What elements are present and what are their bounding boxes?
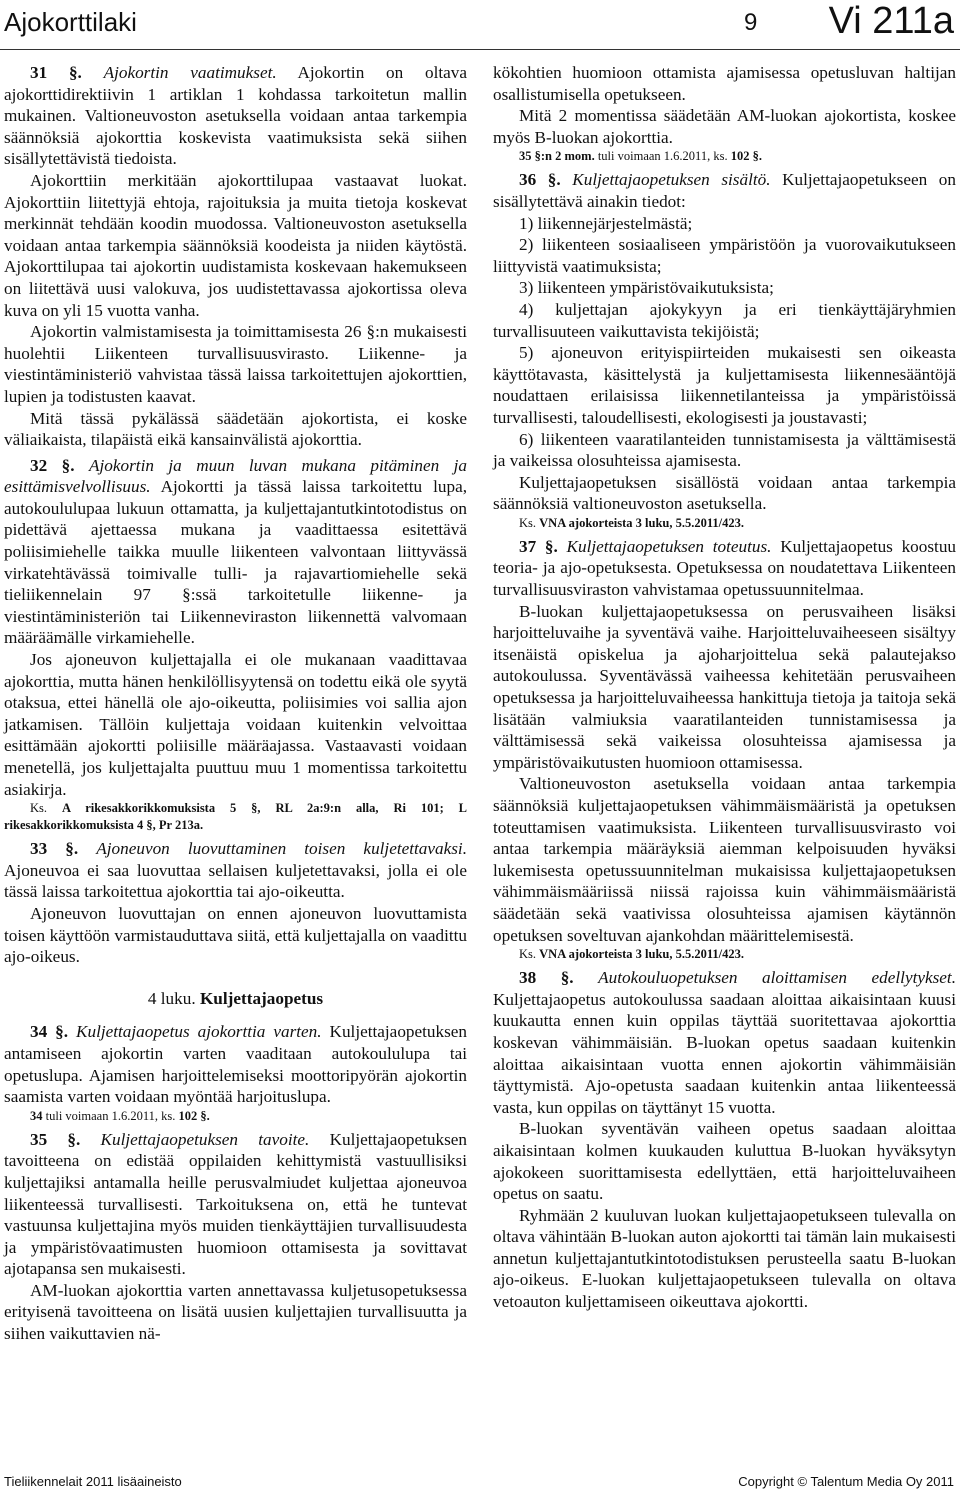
reference-note: [493, 946, 956, 963]
reference-note: [493, 515, 956, 532]
reference-link: 102 §.: [178, 1108, 210, 1123]
section-title: Kuljettajaopetuksen sisältö.: [572, 170, 771, 190]
footer-copyright: Copyright © Talentum Media Oy 2011: [738, 1474, 954, 1489]
section-32-paragraph: [4, 455, 467, 649]
section-38-paragraph: [493, 967, 956, 1118]
section-number: 32 §.: [30, 455, 75, 475]
paragraph: Ajoneuvon luovuttajan on ennen ajoneuvon luovuttamista toisen käyttöön varmistauduttava siitä, että kuljettajalla on vaadittu ajo-oikeus.: [4, 903, 467, 967]
reference-text: tuli voimaan 1.6.2011, ks.: [45, 1108, 176, 1123]
section-33-paragraph: [4, 838, 467, 903]
header-rule: [0, 49, 960, 50]
chapter-title: Kuljettajaopetus: [199, 988, 324, 1008]
section-number: 37 §.: [519, 536, 558, 556]
section-36-paragraph: [493, 169, 956, 212]
reference-note: [4, 1108, 467, 1125]
section-title: Kuljettajaopetuksen toteutus.: [566, 536, 772, 556]
paragraph: Valtioneuvoston asetuksella voidaan antaa tarkempia säännöksiä kuljettajaopetuksen vähimmäismääristä ja opetuksen toteuttamisen vaatimuksista. Liikenteen turvallisuusvirasto voi antaa tarkempia määräyksiä aiemman kelpoisuuden hyväksi lukemisesta opetussuunnitelman mukaisissa kuljettajaopetuksen vähimmäismääriissä niissä rajoissa kuin vähimmäismääristä säädetään sekä vaativissa olosuhteissa ajamisen käytännön opetuksen soveltuvan ajankohdan määrittelemisestä.: [493, 774, 956, 945]
footer-publication: Tieliikennelait 2011 lisäaineisto: [4, 1474, 182, 1489]
header-page-number: 9: [744, 9, 758, 36]
paragraph: Mitä 2 momentissa säädetään AM-luokan ajokortista, koskee myös B-luokan ajokorttia.: [493, 106, 956, 147]
reference-text: tuli voimaan 1.6.2011, ks.: [597, 149, 728, 164]
paragraph-text: Kuljettajaopetuksen tavoitteena on edistää oppilaiden kehittymistä vastuullisiksi kuljettajiksi antamalla heille perusvalmiudet kuljettaa ajoneuvoa liikenteessä turvallisesti. Tarkoituksena on, että he tuntevat vastuunsa kuljettajina myös muiden tienkäyttäjien turvallisuudesta ja ympäristövaatimusten huomioon ottamisesta ja sovittavat ajotapansa sen mukaisesti.: [4, 1129, 468, 1279]
section-title: Ajoneuvon luovuttaminen toisen kuljetettavaksi.: [96, 839, 467, 859]
reference-link: 102 §.: [730, 149, 762, 164]
paragraph-continued: kökohtien huomioon ottamista ajamisessa opetusluvan haltijan osallistumisella opetukseen.: [493, 63, 956, 104]
paragraph: Ryhmään 2 kuuluvan luokan kuljettajaopetukseen tulevalla on oltava vähintään B-luokan auton ajokortti tai tämän lain mukaisesti annetun kuljettajantutkintotodistuksen perusteella saatu B-luokan ajo-oikeus. E-luokan kuljettajaopetukseen tulevalla on oltava vetoauton kuljettamiseen oikeuttava ajokortti.: [493, 1205, 956, 1312]
paragraph-text: Ajoneuvoa ei saa luovuttaa sellaisen kuljetettavaksi, jolla ei ole tässä laissa tarkoitettua ajokorttia tai ajo-oikeutta.: [4, 860, 467, 902]
reference-text: VNA ajokorteista 3 luku, 5.5.2011/423.: [539, 515, 745, 530]
paragraph-text: Kuljettajaopetus autokoulussa saadaan aloittaa aikaisintaan kuusi kuukautta ennen kuin oppilas täyttää suoritettavaa ajokorttia koskevan vähimmäisiän. B-luokan opetus saadaan kuitenkin aloittaa aikaisintaan vuotta ennen ajokortin vähimmäisiän täyttymistä. Ajo-opetusta saadaan kuitenkin antaa liikenteessä vasta, kun oppilas on täyttänyt 15 vuotta.: [493, 989, 956, 1117]
reference-moment: §:n 2 mom.: [534, 149, 595, 164]
section-title: Autokouluopetuksen aloittamisen edellytykset.: [598, 968, 956, 988]
paragraph: Kuljettajaopetuksen sisällöstä voidaan antaa tarkempia säännöksiä valtioneuvoston asetuksella.: [493, 472, 956, 514]
paragraph-text: Ajokortti ja tässä laissa tarkoitettu lupa, autokoululupaa lukuun ottamatta, ja kuljettajantutkintotodistus on pidettävä ajettaessa mukana ja vaadittaessa esitettävä poliisimiehelle taikka muulle liikenteen valvontaan liittyvässä virkatehtävässä toimivalle tulli- ja rajavartiomiehelle sekä tieliikennelain 97 §:ssä tarkoitetulle liikenne- ja viestintäministeriön tai Liikenneviraston liikennettä valvomaan määräämälle virkamiehelle.: [4, 477, 467, 648]
section-number: 36 §.: [519, 170, 561, 190]
header-title: Ajokorttilaki: [4, 7, 137, 37]
section-number: 33 §.: [30, 839, 79, 859]
section-35-paragraph: [4, 1129, 467, 1280]
chapter-number: 4 luku.: [147, 988, 196, 1008]
section-number: 35 §.: [30, 1129, 81, 1149]
left-column: [4, 62, 467, 1345]
list-item: 2) liikenteen sosiaaliseen ympäristöön ja vuorovaikutukseen liittyvistä vaatimuksista;: [493, 235, 956, 276]
reference-text: VNA ajokorteista 3 luku, 5.5.2011/423.: [539, 947, 745, 962]
reference-prefix: Ks.: [519, 515, 537, 530]
list-item: 6) liikenteen vaaratilanteiden tunnistamisesta ja välttämisestä ja vaikeissa olosuhteissa ajamisesta.: [493, 429, 956, 471]
list-item: 4) kuljettajan ajokykyyn ja eri tienkäyttäjäryhmien turvallisuuteen vaikuttavista tekijöistä;: [493, 299, 956, 341]
reference-note: [4, 800, 467, 834]
section-31-paragraph: [4, 62, 467, 170]
list-item: 1) liikennejärjestelmästä;: [519, 213, 693, 233]
chapter-heading: [4, 988, 467, 1010]
reference-prefix: Ks.: [519, 947, 537, 962]
section-title: Ajokortin ja muun luvan mukana pitäminen ja esittämisvelvollisuus.: [4, 455, 468, 497]
section-37-paragraph: [493, 536, 956, 601]
paragraph: Ajokorttiin merkitään ajokorttilupaa vastaavat luokat. Ajokorttiin liitettyjä ehtoja, rajoituksia ja muita tietoja koskevat merkinnät tehdään koodin muodossa. Valtioneuvoston asetuksella voidaan antaa tarkempia säännöksiä koodeista ja niiden käytöstä. Ajokorttilupaa tai ajokortin uudistamista koskevaan hakemukseen on liitettävä uusi valokuva, jos uudistettavassa ajokortissa oleva kuva on yli 15 vuotta vanha.: [4, 170, 467, 320]
section-title: Ajokortin vaatimukset.: [103, 63, 277, 82]
reference-section: 35: [519, 149, 532, 164]
header-code: Vi 211a: [828, 0, 954, 42]
reference-text: A rikesakkorikkomuksista 5 §, RL 2a:9:n alla, Ri 101; L rikesakkorikkomuksista 4 §, Pr 213a.: [4, 801, 468, 833]
reference-prefix: Ks.: [30, 801, 48, 816]
section-number: 34 §.: [30, 1022, 69, 1042]
paragraph: B-luokan kuljettajaopetuksessa on perusvaiheen lisäksi harjoitteluvaihe ja syventävä vaihe. Harjoitteluvaiheeseen sisältyy itsenäistä opiskelua ja ajoharjoittelua sekä palautejakso autokoulussa. Syventävässä vaiheessa kehitetään perusvaiheen opetuksessa ja harjoitteluvaiheessa hankittuja tietoja ja taitoja sekä lisätään valmiuksia vaaratilanteiden tunnistamisessa ja välttämisessä sekä vaikeissa olosuhteissa ajamisessa ja ympäristövaikutusten huomioon ottamisessa.: [493, 601, 956, 772]
paragraph: Mitä tässä pykälässä säädetään ajokortista, ei koske väliaikaista, tilapäistä eikä kansainvälistä ajokorttia.: [4, 408, 467, 450]
reference-note: [493, 148, 956, 165]
list-item: 5) ajoneuvon erityispiirteiden mukaisesti sen oikeasta käyttötavasta, käsittelystä ja kuljettamisesta liikennesääntöjä noudattaen erilaisissa liikennetilanteissa ja ympäristöissä turvallisesti, taloudellisesti, ekologisesti ja joustavasti;: [493, 343, 956, 427]
section-title: Kuljettajaopetuksen tavoite.: [100, 1129, 310, 1149]
paragraph: Jos ajoneuvon kuljettajalla ei ole mukanaan vaadittavaa ajokorttia, mutta hänen henkilöllisyytensä on todettu eikä ole syytä otaksua, ettei hänellä ole ajo-oikeutta, poliisimies voi sallia ajon jatkamisen. Tällöin kuljettaja voidaan kuitenkin velvoittaa esittämään ajokortti poliisille määräajassa. Vastaavasti voidaan menetellä, jos kuljettajalta puuttuu muu 1 momentissa tarkoitettu asiakirja.: [4, 650, 467, 799]
section-34-paragraph: [4, 1021, 467, 1107]
section-number: 31 §.: [30, 63, 82, 82]
section-title: Kuljettajaopetus ajokorttia varten.: [76, 1022, 322, 1042]
paragraph-text: Ajokortin on oltava ajokorttidirektiivin 1 artiklan 1 kohdassa tarkoitetun mallin mukainen. Valtioneuvoston asetuksella voidaan antaa tarkempia säännöksiä ajokorttia koskevista vaatimuksista sekä siihen sisällytettävistä tiedoista.: [4, 63, 467, 169]
paragraph-text: Kuljettajaopetuksen antamiseen ajokortin varten vaaditaan autokoululupa tai opetuslupa. Ajamisen harjoittelemiseksi moottoripyörän ajokortin saamista varten voidaan myöntää harjoituslupa.: [4, 1022, 468, 1107]
list-item: 3) liikenteen ympäristövaikutuksista;: [519, 278, 774, 298]
paragraph-text: Kuljettajaopetukseen on sisällytettävä ainakin tiedot:: [493, 170, 956, 211]
reference-section: 34: [30, 1108, 43, 1123]
paragraph: AM-luokan ajokorttia varten annettavassa kuljetusopetuksessa erityisenä tavoitteena on lisätä uusien kuljettajien turvallisuutta ja siihen vaikuttavien nä-: [4, 1280, 467, 1344]
paragraph: B-luokan syventävän vaiheen opetus saadaan aloittaa aikaisintaan kolmen kuukauden kuluttua B-luokan hyväksytyn ajokokeen suorittamisesta edellyttäen, että harjoitteluvaiheen opetus on saatu.: [493, 1119, 956, 1204]
paragraph: Ajokortin valmistamisesta ja toimittamisesta 26 §:n mukaisesti huolehtii Liikenteen turvallisuusvirasto. Liikenne- ja viestintäministeriö vahvistaa tässä laissa tarkoitettujen ajokorttien, lupien ja todistusten kaavat.: [4, 322, 467, 406]
paragraph-text: Kuljettajaopetus koostuu teoria- ja ajo-opetuksesta. Opetuksessa on noudatettava Liikenteen turvallisuusviraston vahvistamaa opetussuunnitelmaa.: [493, 536, 957, 600]
right-column: [493, 62, 956, 1313]
section-number: 38 §.: [519, 968, 574, 988]
page-header: [0, 0, 960, 50]
